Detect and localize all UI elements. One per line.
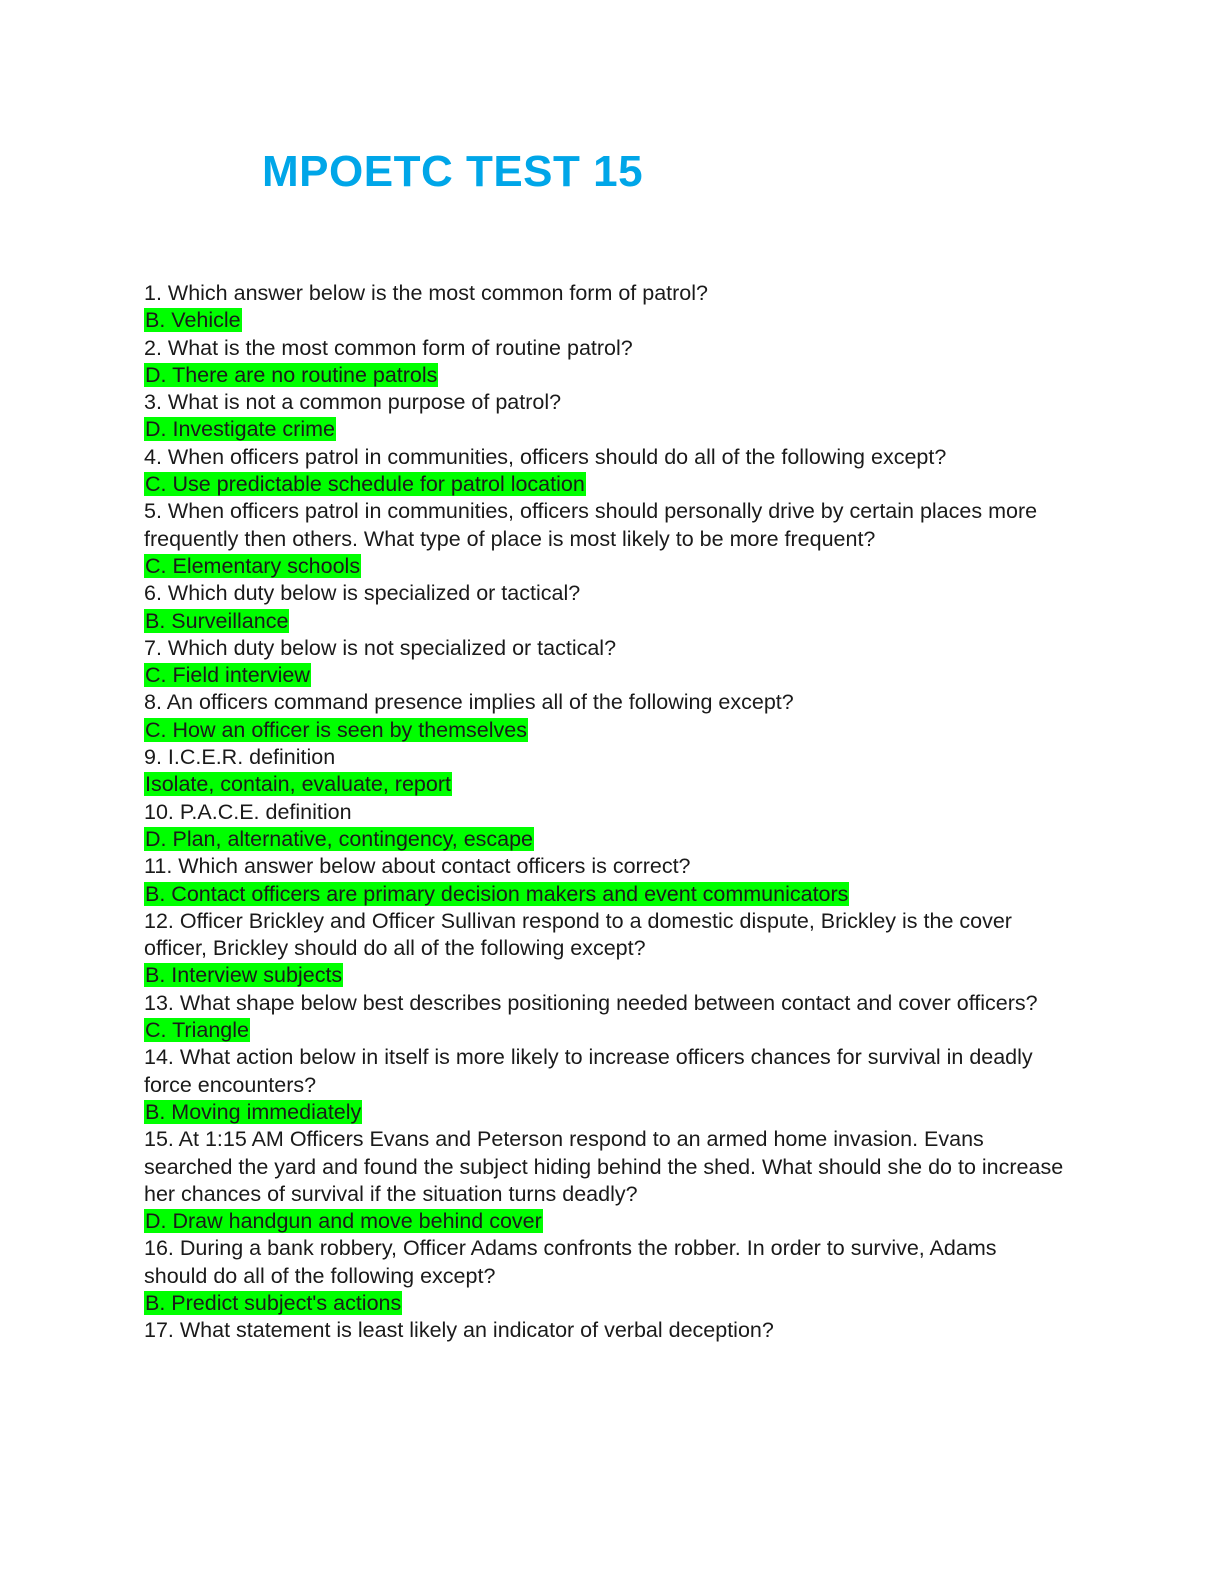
question-text: 1. Which answer below is the most common form of patrol? [144, 281, 708, 305]
highlighted-answer: C. How an officer is seen by themselves [145, 717, 527, 742]
question-text: 14. What action below in itself is more likely to increase officers chances for survival in deadly force encounters? [144, 1045, 1033, 1097]
highlighted-answer: B. Moving immediately [145, 1099, 362, 1124]
answer-row [144, 1208, 1064, 1235]
highlighted-answer: C. Use predictable schedule for patrol location [145, 472, 585, 497]
answer-row [144, 307, 1064, 334]
question-text: 16. During a bank robbery, Officer Adams confronts the robber. In order to survive, Adams should do all of the following except? [144, 1236, 997, 1288]
answer-row [144, 962, 1064, 989]
answer-row [144, 662, 1064, 689]
question-text: 4. When officers patrol in communities, officers should do all of the following except? [144, 444, 947, 469]
highlighted-answer: B. Predict subject's actions [145, 1290, 402, 1315]
highlighted-answer: B. Contact officers are primary decision makers and event communicators [145, 881, 849, 906]
highlighted-answer: D. Draw handgun and move behind cover [145, 1209, 542, 1234]
question-text: 2. What is the most common form of routine patrol? [144, 335, 633, 360]
page-title: MPOETC TEST 15 [262, 147, 644, 196]
highlighted-answer: D. Plan, alternative, contingency, escape [145, 826, 534, 851]
answer-row [144, 1099, 1064, 1126]
highlighted-answer: D. Investigate crime [145, 417, 335, 442]
question-text: 7. Which duty below is not specialized or tactical? [144, 635, 617, 660]
answer-row [144, 1017, 1064, 1044]
question-text: 11. Which answer below about contact officers is correct? [144, 854, 691, 879]
highlighted-answer: B. Surveillance [145, 608, 289, 633]
highlighted-answer: Isolate, contain, evaluate, report [145, 772, 451, 797]
question-text: 5. When officers patrol in communities, officers should personally drive by certain places more frequently then others. What type of place is most likely to be more frequent? [144, 499, 1038, 551]
question-list [144, 280, 1064, 1345]
answer-row [144, 416, 1064, 443]
highlighted-answer: C. Elementary schools [145, 553, 361, 578]
question-text: 10. P.A.C.E. definition [144, 799, 352, 824]
question-text: 17. What statement is least likely an indicator of verbal deception? [144, 1318, 774, 1343]
answer-row [144, 717, 1064, 744]
answer-row [144, 553, 1064, 580]
answer-row [144, 608, 1064, 635]
question-text: 9. I.C.E.R. definition [144, 745, 336, 770]
question-text: 3. What is not a common purpose of patrol? [144, 390, 562, 415]
question-text: 13. What shape below best describes positioning needed between contact and cover officers? [144, 990, 1038, 1015]
highlighted-answer: B. Interview subjects [145, 963, 343, 988]
highlighted-answer: C. Field interview [145, 663, 310, 688]
highlighted-answer: D. There are no routine patrols [145, 362, 438, 387]
answer-row [144, 826, 1064, 853]
question-text: 8. An officers command presence implies all of the following except? [144, 690, 794, 715]
highlighted-answer: C. Triangle [145, 1018, 249, 1043]
answer-row [144, 1290, 1064, 1317]
highlighted-answer: B. Vehicle [145, 308, 241, 333]
answer-row [144, 881, 1064, 908]
question-text: 6. Which duty below is specialized or tactical? [144, 581, 581, 606]
answer-row [144, 771, 1064, 798]
question-text: 12. Officer Brickley and Officer Sullivan respond to a domestic dispute, Brickley is the cover officer, Brickley should do all of the following except? [144, 908, 1012, 961]
question-text: 15. At 1:15 AM Officers Evans and Peterson respond to an armed home invasion. Evans searched the yard and found the subject hiding behind the shed. What should she do to increase her chances of survival if the situation turns deadly? [144, 1127, 1064, 1206]
answer-row [144, 362, 1064, 389]
answer-row [144, 471, 1064, 498]
